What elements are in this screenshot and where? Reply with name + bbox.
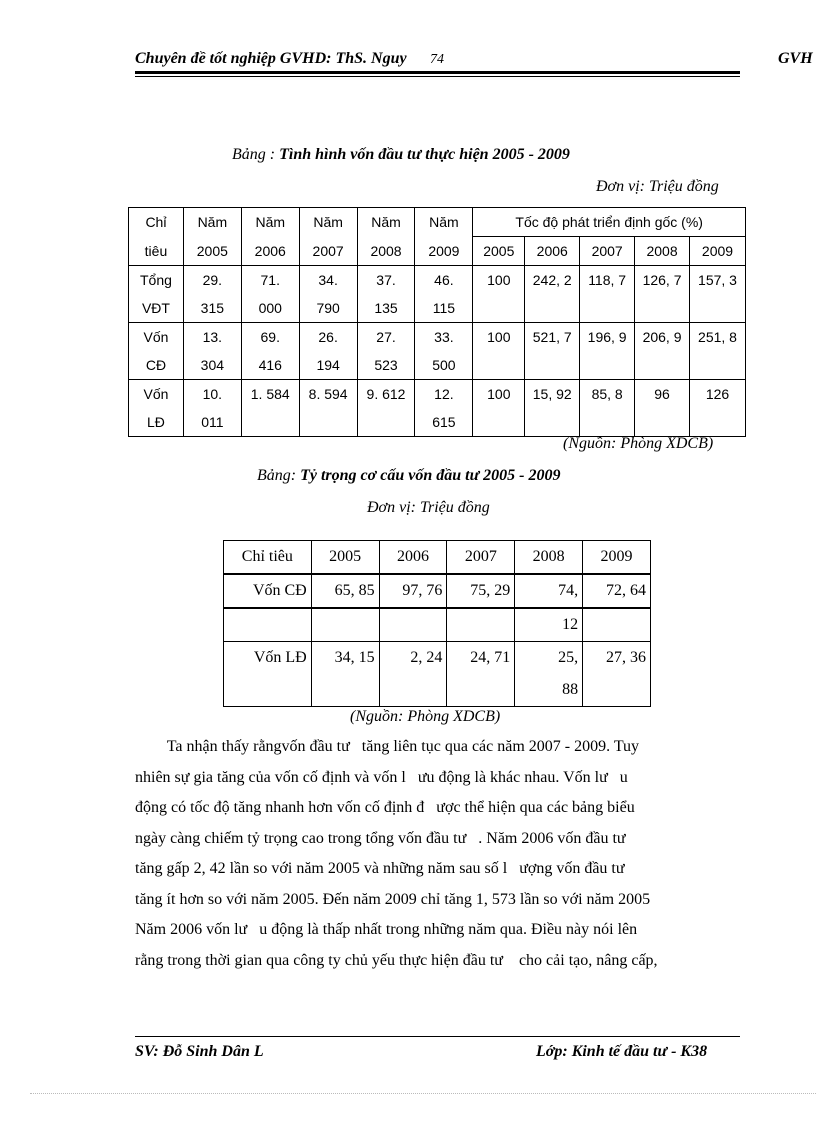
header-cell: 2007 (447, 541, 515, 575)
growth-cell: 126, 7 (635, 266, 690, 295)
value-cell: 12. (415, 380, 473, 409)
paragraph-line: tăng ít hơn so với năm 2005. Đến năm 2009 chỉ tăng 1, 573 lần so với năm 2005 (135, 890, 651, 908)
empty-cell (690, 351, 746, 380)
header-cell: 2009 (583, 541, 651, 575)
structure-table (223, 540, 651, 707)
value-cell: 12 (515, 608, 583, 642)
header-right: GVH (778, 50, 813, 67)
paragraph-line: Ta nhận thấy rằngvốn đầu tư tăng liên tục qua các năm 2007 - 2009. Tuy (135, 738, 640, 755)
table-row (129, 323, 746, 352)
empty-cell (224, 608, 312, 642)
growth-cell: 242, 2 (525, 266, 580, 295)
header-left: Chuyên đề tốt nghiệp GVHD: ThS. Nguy (135, 50, 407, 67)
value-cell: 69. (241, 323, 299, 352)
value-cell: 46. (415, 266, 473, 295)
page-edge-dotted-line (30, 1093, 816, 1094)
page-number: 74 (430, 52, 444, 67)
table1-unit: Đơn vị: Triệu đồng (596, 178, 719, 195)
empty-cell (635, 294, 690, 323)
footer-right: Lớp: Kinh tế đầu tư - K38 (536, 1043, 708, 1060)
value-cell: 27, 36 (583, 642, 651, 675)
value-cell: 29. (183, 266, 241, 295)
value-cell: 13. (183, 323, 241, 352)
empty-cell (580, 351, 635, 380)
empty-cell (473, 351, 525, 380)
empty-cell (583, 608, 651, 642)
empty-cell (525, 351, 580, 380)
value-cell: 8. 594 (299, 380, 357, 409)
growth-cell: 96 (635, 380, 690, 409)
value-cell: 65, 85 (311, 574, 379, 608)
empty-cell (224, 674, 312, 707)
header-cell: 2007 (299, 237, 357, 266)
table1-caption: Bảng : Tình hình vốn đầu tư thực hiện 2005 - 2009 (232, 146, 570, 163)
value-cell: 315 (183, 294, 241, 323)
row-label: CĐ (129, 351, 184, 380)
growth-year-cell: 2006 (525, 237, 580, 266)
growth-cell: 521, 7 (525, 323, 580, 352)
header-cell: 2008 (357, 237, 415, 266)
growth-cell: 118, 7 (580, 266, 635, 295)
value-cell: 523 (357, 351, 415, 380)
paragraph-line: tăng gấp 2, 42 lần so với năm 2005 và những năm sau số l ượng vốn đầu tư (135, 860, 625, 877)
empty-cell (311, 674, 379, 707)
header-cell: 2005 (311, 541, 379, 575)
value-cell: 011 (183, 408, 241, 437)
row-label: Vốn (129, 323, 184, 352)
value-cell: 74, (515, 574, 583, 608)
empty-cell (525, 294, 580, 323)
table2-source: (Nguồn: Phòng XDCB) (350, 708, 501, 725)
growth-cell: 100 (473, 266, 525, 295)
value-cell: 26. (299, 323, 357, 352)
investment-table (128, 207, 746, 437)
table1-header-row-1 (129, 208, 746, 237)
empty-cell (311, 608, 379, 642)
header-cell: Năm (299, 208, 357, 237)
value-cell: 27. (357, 323, 415, 352)
empty-cell (690, 294, 746, 323)
header-cell: Năm (415, 208, 473, 237)
empty-cell (635, 408, 690, 437)
table-row (129, 380, 746, 409)
value-cell: 115 (415, 294, 473, 323)
empty-cell (379, 608, 447, 642)
value-cell (241, 408, 299, 437)
table1-header-row-2 (129, 237, 746, 266)
empty-cell (525, 408, 580, 437)
header-cell: 2009 (415, 237, 473, 266)
value-cell: 500 (415, 351, 473, 380)
value-cell: 304 (183, 351, 241, 380)
growth-cell: 85, 8 (580, 380, 635, 409)
empty-cell (447, 608, 515, 642)
table-row-cont (129, 351, 746, 380)
value-cell: 416 (241, 351, 299, 380)
row-label: Vốn LĐ (224, 642, 312, 675)
header-cell: Chỉ (129, 208, 184, 237)
value-cell: 25, (515, 642, 583, 675)
value-cell: 88 (515, 674, 583, 707)
table2-unit: Đơn vị: Triệu đồng (367, 499, 490, 516)
table1-source: (Nguồn: Phòng XDCB) (563, 435, 714, 452)
value-cell (299, 408, 357, 437)
growth-cell: 100 (473, 323, 525, 352)
table-row-cont (224, 674, 651, 707)
empty-cell (690, 408, 746, 437)
header-cell: 2006 (241, 237, 299, 266)
value-cell: 34, 15 (311, 642, 379, 675)
value-cell: 615 (415, 408, 473, 437)
value-cell (357, 408, 415, 437)
value-cell: 33. (415, 323, 473, 352)
value-cell: 1. 584 (241, 380, 299, 409)
paragraph-line: động có tốc độ tăng nhanh hơn vốn cố định đ ược thể hiện qua các bảng biểu (135, 799, 635, 816)
value-cell: 34. (299, 266, 357, 295)
footer-left: SV: Đỗ Sinh Dân L (135, 1043, 264, 1060)
header-cell: 2008 (515, 541, 583, 575)
header-cell: 2006 (379, 541, 447, 575)
value-cell: 10. (183, 380, 241, 409)
empty-cell (580, 294, 635, 323)
paragraph-line: ngày càng chiếm tỷ trọng cao trong tổng vốn đầu tư . Năm 2006 vốn đầu tư (135, 829, 626, 847)
table2-caption: Bảng: Tỷ trọng cơ cấu vốn đầu tư 2005 - 2009 (257, 467, 561, 484)
growth-title-cell: Tốc độ phát triển định gốc (%) (473, 208, 746, 237)
value-cell: 790 (299, 294, 357, 323)
value-cell: 000 (241, 294, 299, 323)
paragraph-line: Năm 2006 vốn lư u động là thấp nhất trong những năm qua. Điều này nói lên (135, 921, 638, 938)
row-label: VĐT (129, 294, 184, 323)
table-row-cont (129, 294, 746, 323)
table-row (129, 266, 746, 295)
empty-cell (473, 294, 525, 323)
empty-cell (379, 674, 447, 707)
value-cell: 194 (299, 351, 357, 380)
growth-cell: 157, 3 (690, 266, 746, 295)
table-row (224, 574, 651, 608)
value-cell: 97, 76 (379, 574, 447, 608)
value-cell: 71. (241, 266, 299, 295)
footer-rule (135, 1036, 740, 1037)
row-label: Tổng (129, 266, 184, 295)
growth-cell: 206, 9 (635, 323, 690, 352)
empty-cell (473, 408, 525, 437)
header-cell: Năm (241, 208, 299, 237)
growth-year-cell: 2009 (690, 237, 746, 266)
header-cell: 2005 (183, 237, 241, 266)
growth-year-cell: 2007 (580, 237, 635, 266)
value-cell: 24, 71 (447, 642, 515, 675)
value-cell: 75, 29 (447, 574, 515, 608)
table-row-cont (129, 408, 746, 437)
value-cell: 9. 612 (357, 380, 415, 409)
growth-cell: 196, 9 (580, 323, 635, 352)
header-cell: tiêu (129, 237, 184, 266)
growth-cell: 251, 8 (690, 323, 746, 352)
paragraph-line: rằng trong thời gian qua công ty chủ yếu thực hiện đầu tư cho cải tạo, nâng cấp, (135, 951, 658, 969)
header-rule-thin (135, 76, 740, 77)
growth-cell: 100 (473, 380, 525, 409)
table2-header-row (224, 541, 651, 575)
value-cell: 72, 64 (583, 574, 651, 608)
growth-cell: 15, 92 (525, 380, 580, 409)
value-cell: 37. (357, 266, 415, 295)
growth-year-cell: 2008 (635, 237, 690, 266)
growth-cell: 126 (690, 380, 746, 409)
header-cell: Năm (183, 208, 241, 237)
table-row (224, 642, 651, 675)
table-row-cont (224, 608, 651, 642)
growth-year-cell: 2005 (473, 237, 525, 266)
header-cell: Chỉ tiêu (224, 541, 312, 575)
header-cell: Năm (357, 208, 415, 237)
empty-cell (447, 674, 515, 707)
row-label: Vốn CĐ (224, 574, 312, 608)
empty-cell (580, 408, 635, 437)
row-label: LĐ (129, 408, 184, 437)
header-rule-thick (135, 71, 740, 74)
body-paragraph (135, 732, 739, 976)
empty-cell (583, 674, 651, 707)
value-cell: 135 (357, 294, 415, 323)
empty-cell (635, 351, 690, 380)
paragraph-line: nhiên sự gia tăng của vốn cố định và vốn l ưu động là khác nhau. Vốn lư u (135, 768, 628, 786)
row-label: Vốn (129, 380, 184, 409)
value-cell: 2, 24 (379, 642, 447, 675)
